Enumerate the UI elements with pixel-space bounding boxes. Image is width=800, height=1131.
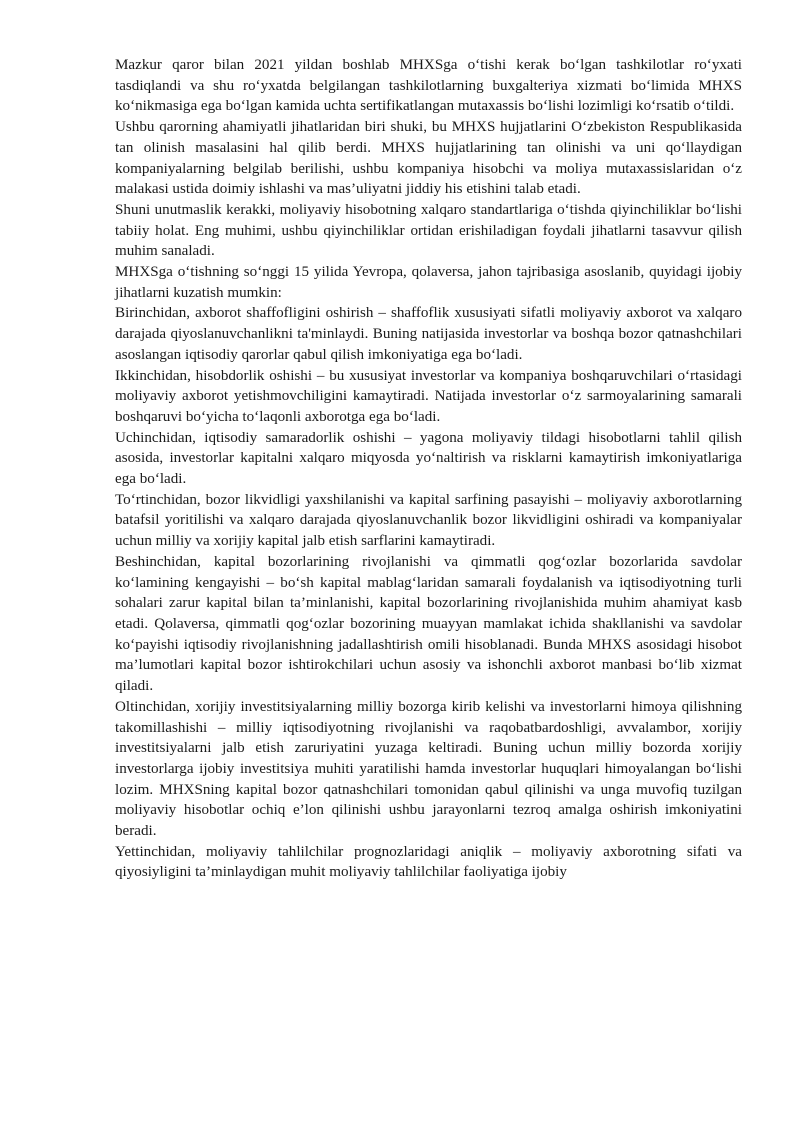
paragraph-fourth-liquidity: Toʻrtinchidan, bozor likvidligi yaxshilanishi va kapital sarfining pasayishi – moliyaviy axborotlarning batafsil yoritilishi va xalqaro darajada qiyoslanuvchanlik bozor likvidligini oshiradi va kompaniyalar uchun milliy va xorijiy kapital jalb etish sarflarini kamaytiradi. <box>115 491 742 550</box>
document-page <box>115 55 742 883</box>
paragraph-decree-list: Mazkur qaror bilan 2021 yildan boshlab MHXSga oʻtishi kerak boʻlgan tashkilotlar roʻyxati tasdiqlandi va shu roʻyxatda belgilangan tashkilotlarning buxgalteriya xizmati boʻlimida MHXS koʻnikmasiga ega boʻlgan kamida uchta sertifikatlangan mutaxassis boʻlishi lozimligi koʻrsatib oʻtildi. <box>115 57 742 115</box>
paragraph-first-transparency: Birinchidan, axborot shaffofligini oshirish – shaffoflik xususiyati sifatli moliyaviy axborot va xalqaro darajada qiyoslanuvchanlikni ta'minlaydi. Buning natijasida investorlar va boshqa bozor qatnashchilari asoslangan iqtisodiy qarorlar qabul qilish imkoniyatiga ega boʻladi. <box>115 305 742 363</box>
paragraph-difficulties: Shuni unutmaslik kerakki, moliyaviy hisobotning xalqaro standartlariga oʻtishda qiyinchiliklar boʻlishi tabiiy holat. Eng muhimi, ushbu qiyinchiliklar ortidan erishiladigan foydali jihatlarni tasavvur qilish muhim sanaladi. <box>115 201 742 260</box>
paragraph-positive-aspects-intro: MHXSga oʻtishning soʻnggi 15 yilida Yevropa, qolaversa, jahon tajribasiga asoslanib, quyidagi ijobiy jihatlarni kuzatish mumkin: <box>115 264 742 301</box>
paragraph-third-efficiency: Uchinchidan, iqtisodiy samaradorlik oshishi – yagona moliyaviy tildagi hisobotlarni tahlil qilish asosida, investorlar kapitalni xalqaro miqyosda yoʻnaltirish va risklarni kamaytirish imkoniyatlariga ega boʻladi. <box>115 429 742 488</box>
paragraph-seventh-forecast-accuracy: Yettinchidan, moliyaviy tahlilchilar prognozlaridagi aniqlik – moliyaviy axborotning sifati va qiyosiyligini ta’minlaydigan muhit moliyaviy tahlilchilar faoliyatiga ijobiy <box>115 843 742 881</box>
paragraph-sixth-foreign-investment: Oltinchidan, xorijiy investitsiyalarning milliy bozorga kirib kelishi va investorlarni himoya qilishning takomillashishi – milliy iqtisodiyotning rivojlanishi va raqobatbardoshligi, avvalambor, xorijiy investitsiyalarni jalb etish zaruriyatini yuzaga keltiradi. Buning uchun milliy bozorda xorijiy investorlarga ijobiy investitsiya muhiti yaratilishi hamda investorlar huquqlari himoyalangan boʻlishi lozim. MHXSning kapital bozor qatnashchilari tomonidan qabul qilinishi va unga muvofiq tuzilgan moliyaviy hisobotlar ochiq e’lon qilinishi ushbu jarayonlarni tezroq amalga oshirish imkoniyatini beradi. <box>115 698 742 840</box>
paragraph-fifth-capital-markets: Beshinchidan, kapital bozorlarining rivojlanishi va qimmatli qogʻozlar bozorlarida savdolar koʻlamining kengayishi – boʻsh kapital mablagʻlaridan samarali foydalanish va iqtisodiyotning turli sohalari zarur kapital bilan ta’minlanishi, kapital bozorlarining rivojlanishida muhim ahamiyat kasb etadi. Qolaversa, qimmatli qogʻozlar bozorining muayyan mamlakat ichida shakllanishi va savdolar koʻpayishi iqtisodiy rivojlanishning jadallashtirish omili hisoblanadi. Bunda MHXS asosidagi hisobot ma’lumotlari kapital bozor ishtirokchilari uchun asosiy va ishonchli axborot manbasi boʻlib xizmat qiladi. <box>115 553 742 695</box>
paragraph-decree-significance: Ushbu qarorning ahamiyatli jihatlaridan biri shuki, bu MHXS hujjatlarini Oʻzbekiston Respublikasida tan olinish masalasini hal qilib berdi. MHXS hujjatlarining tan olinishi va uni qoʻllaydigan kompaniyalarning belgilab berilishi, ushbu kompaniya hisobchi va moliya mutaxassislaridan oʻz malakasi ustida doimiy ishlashi va mas’uliyatni jiddiy his etishini talab etadi. <box>115 119 742 198</box>
paragraph-second-accountability: Ikkinchidan, hisobdorlik oshishi – bu xususiyat investorlar va kompaniya boshqaruvchilari oʻrtasidagi moliyaviy axborot yetishmovchiligini kamaytiradi. Natijada investorlar oʻz sarmoyalarining samarali boshqaruvi boʻyicha toʻlaqonli axborotga ega boʻladi. <box>115 367 742 425</box>
